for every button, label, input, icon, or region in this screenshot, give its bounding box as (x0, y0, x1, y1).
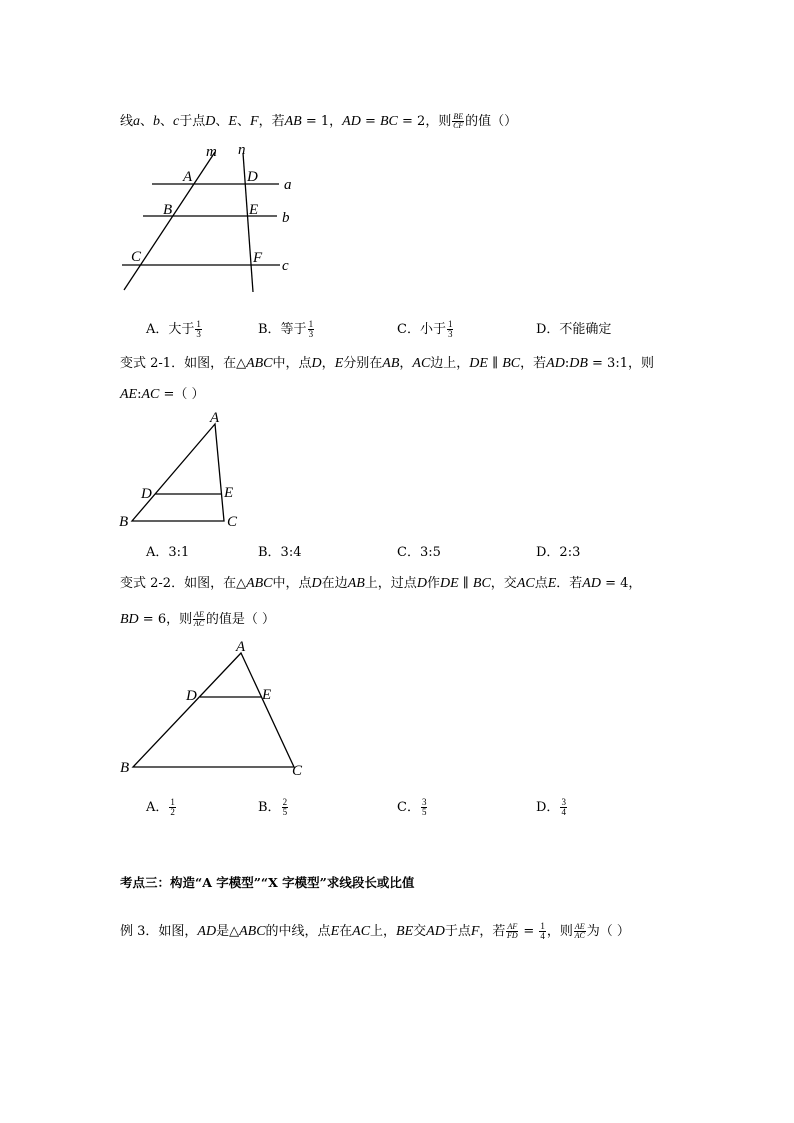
svg-text:A: A (210, 410, 220, 426)
svg-text:E: E (224, 485, 234, 501)
svg-text:b: b (282, 210, 290, 226)
question-prev-text: 线a、b、c于点D、E、F，若AB = 1，AD = BC = 2，则 $\frac{BE}{CF}$ 的值（） (120, 112, 518, 130)
svg-text:D: D (186, 688, 197, 704)
svg-text:D: D (141, 486, 152, 502)
option-b[interactable]: B．等于 $\frac{1}{3}$ (258, 319, 314, 339)
svg-text:B: B (163, 202, 173, 218)
question-2-2-line1: 变式 2-2．如图，在△ABC中，点D在边AB上，过点D作DE ∥ BC，交AC点E．若AD = 4， (120, 576, 642, 591)
fraction-ae-ac: $\frac{AE}{AC}$ (193, 610, 205, 628)
svg-text:A: A (183, 169, 193, 185)
option-2-1-c[interactable]: C．3:5 (397, 545, 441, 560)
svg-text:C: C (227, 514, 238, 530)
svg-text:E: E (262, 687, 272, 703)
svg-text:D: D (247, 169, 258, 185)
option-a[interactable]: A．大于 $\frac{1}{3}$ (146, 319, 201, 339)
svg-text:a: a (284, 177, 292, 193)
option-2-1-a[interactable]: A．3:1 (146, 545, 190, 560)
fraction-be-cf: $\frac{BE}{CF}$ (453, 112, 464, 130)
svg-text:n: n (238, 142, 246, 158)
svg-text:E: E (249, 202, 259, 218)
svg-text:m: m (206, 144, 217, 160)
option-2-2-c[interactable]: C． $\frac{3}{5}$ (397, 797, 427, 817)
option-2-2-d[interactable]: D． $\frac{3}{4}$ (536, 797, 566, 817)
option-2-2-a[interactable]: A． $\frac{1}{2}$ (146, 797, 175, 817)
svg-text:C: C (292, 763, 303, 779)
svg-text:C: C (131, 249, 142, 265)
option-2-1-b[interactable]: B．3:4 (258, 545, 302, 560)
svg-text:B: B (119, 514, 129, 530)
svg-text:B: B (120, 760, 130, 776)
option-c[interactable]: C．小于 $\frac{1}{3}$ (397, 319, 453, 339)
svg-text:A: A (236, 639, 246, 655)
fraction-ae-ac-2: $\frac{AE}{AC}$ (574, 922, 585, 940)
option-2-2-b[interactable]: B． $\frac{2}{5}$ (258, 797, 288, 817)
fraction-af-fd: $\frac{AF}{FD}$ (506, 922, 518, 940)
option-d[interactable]: D．不能确定 (536, 322, 612, 337)
svg-text:c: c (282, 258, 289, 274)
question-2-2-line2: BD = 6，则 $\frac{AE}{AC}$ 的值是（ ） (120, 610, 276, 628)
option-2-1-d[interactable]: D．2:3 (536, 545, 581, 560)
question-2-1-line2: AE:AC =（ ） (120, 387, 205, 402)
example-3-text: 例 3．如图，AD是△ABC的中线，点E在AC上，BE交AD于点F，若 $\frac{AF}{FD}$ = $\frac{1}{4}$ ，则 $\frac{AE}{AC}$ 为（ ） (120, 921, 630, 941)
svg-text:F: F (253, 250, 263, 266)
section-heading: 考点三：构造“A 字模型”“X 字模型”求线段长或比值 (120, 875, 415, 890)
question-2-1-line1: 变式 2-1．如图，在△ABC中，点D，E分别在AB，AC边上，DE ∥ BC，若AD:DB = 3:1，则 (120, 356, 654, 371)
